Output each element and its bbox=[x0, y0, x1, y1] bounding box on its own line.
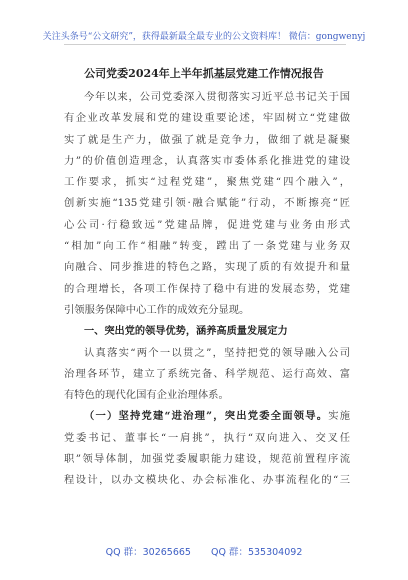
section1-paragraph bbox=[64, 343, 350, 407]
subsection-heading-line bbox=[64, 406, 350, 427]
header-divider bbox=[64, 44, 346, 45]
text-line: 有特色的现代化国有企业治理体系。 bbox=[64, 389, 229, 402]
footer-qq-group-1: QQ 群：30265665 bbox=[105, 547, 191, 558]
text-line: 党委书记、董事长“一肩挑”，执行“双向进入、交叉任 bbox=[64, 431, 350, 444]
page-footer bbox=[0, 544, 408, 558]
subsection1-paragraph bbox=[64, 406, 350, 491]
text-line: 认真落实“两个一以贯之”，坚持把党的领导融入公司 bbox=[84, 346, 350, 359]
footer-qq-group-2: QQ 群：535304092 bbox=[210, 547, 303, 558]
page-header bbox=[0, 0, 408, 64]
text-fragment: 实施 bbox=[328, 410, 350, 423]
text-line: 向融合、同步推进的特色之路，实现了质的有效提升和量 bbox=[64, 261, 350, 274]
text-line: 程设计，以办文模块化、办会标准化、办事流程化的“三 bbox=[64, 474, 350, 487]
text-line: 职”领导体制，加强党委履职能力建设，规范前置程序流 bbox=[64, 453, 350, 466]
text-line: 引领服务保障中心工作的成效充分显现。 bbox=[64, 303, 250, 316]
text-line: 有企业改革发展和党的建设重要论述，牢固树立“党建做 bbox=[64, 112, 350, 125]
text-line: 实了就是生产力，做强了就是竞争力，做细了就是凝聚 bbox=[64, 133, 350, 146]
text-line: 今年以来，公司党委深入贯彻落实习近平总书记关于国 bbox=[84, 91, 350, 103]
document-title: 公司党委2024年上半年抓基层党建工作情况报告 bbox=[84, 67, 324, 80]
intro-paragraph bbox=[64, 87, 350, 321]
text-line: 心公司·行稳致远”党建品牌，促进党建与业务由形式 bbox=[64, 218, 350, 231]
document-body bbox=[64, 87, 350, 492]
text-line: 工作要求，抓实“过程党建”，聚焦党建“四个融入”， bbox=[64, 176, 350, 189]
text-line: 创新实施“135党建引领·融合赋能”行动，不断擦亮“匠 bbox=[64, 197, 350, 210]
text-line: “相加”向工作“相融”转变，蹚出了一条党建与业务双 bbox=[64, 240, 350, 253]
text-line: 的合理增长，各项工作保持了稳中有进的发展态势，党建 bbox=[64, 282, 350, 295]
text-line: 力”的价值创造理念，认真落实市委体系化推进党的建设 bbox=[64, 154, 350, 167]
text-line: 治理各环节，建立了系统完备、科学规范、运行高效、富 bbox=[64, 367, 350, 380]
header-promo-text: 关注头条号“公文研究”，获得最新最全最专业的公文资料库！ 微信：gongwenyj bbox=[42, 32, 366, 42]
subsection-heading: （一）坚持党建“进治理”，突出党委全面领导。 bbox=[84, 410, 329, 423]
section-heading: 一、突出党的领导优势，涵养高质量发展定力 bbox=[84, 326, 288, 338]
